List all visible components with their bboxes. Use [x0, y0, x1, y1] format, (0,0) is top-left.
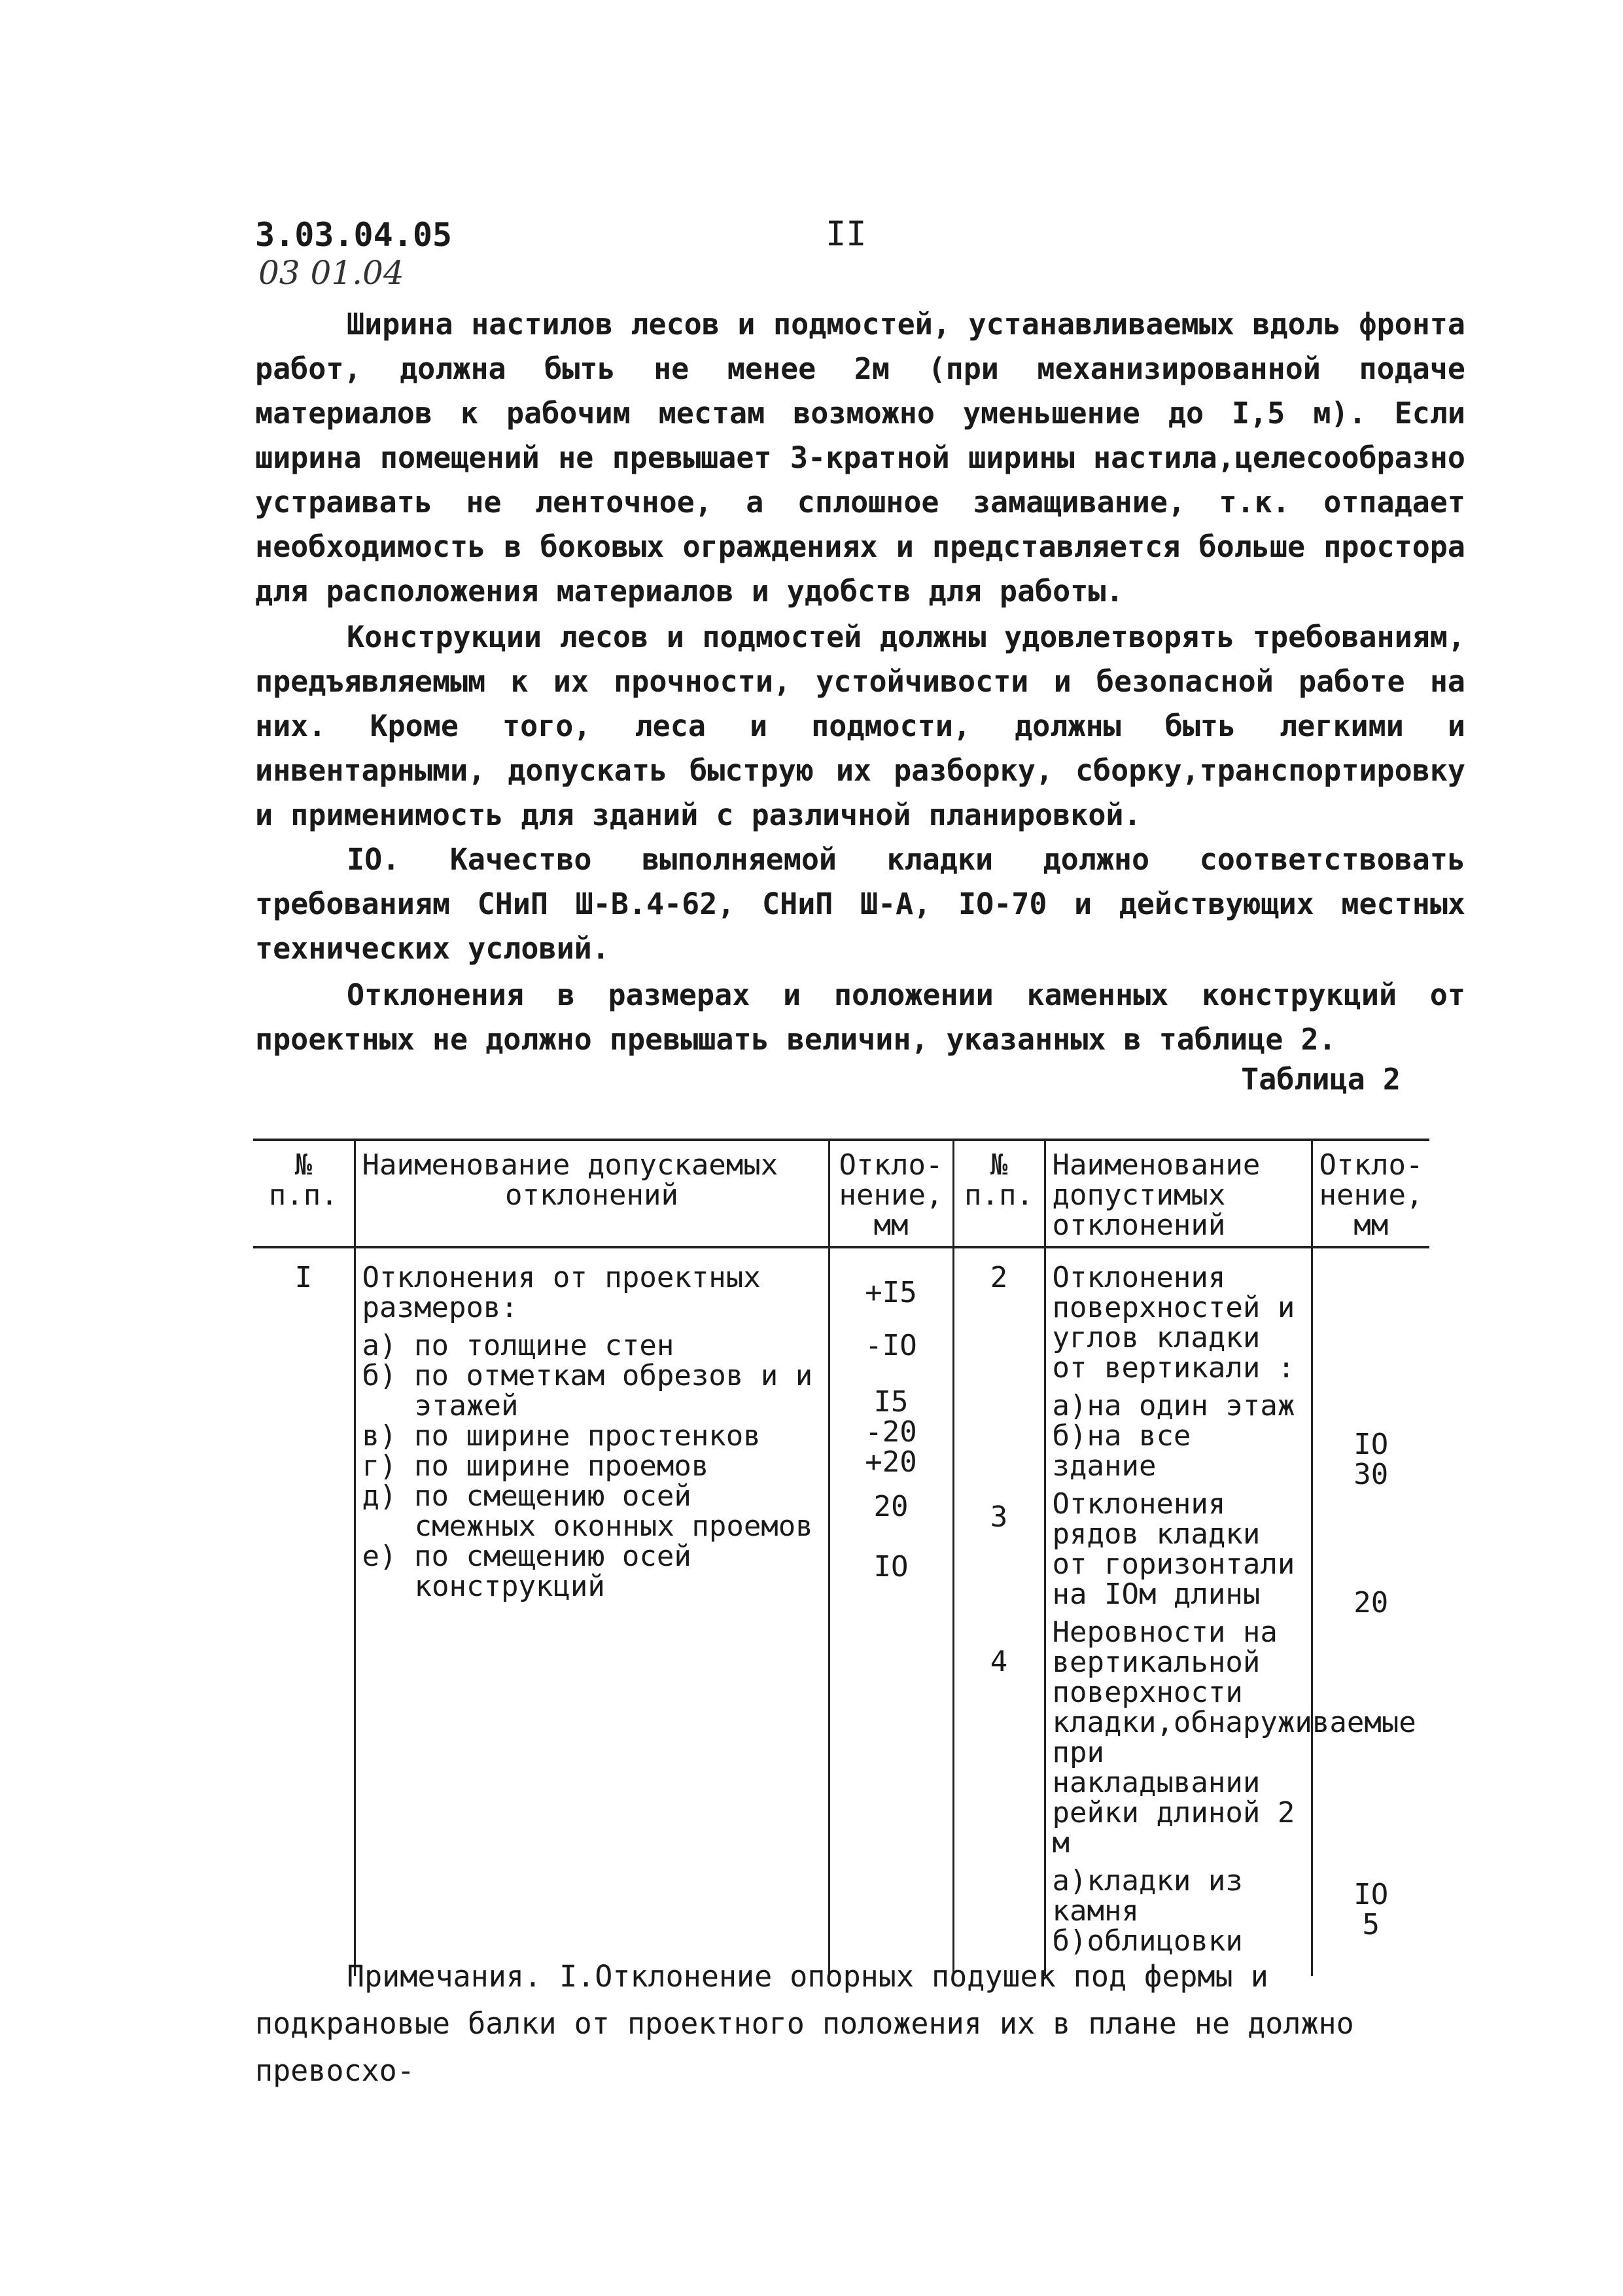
- document-code: 3.03.04.05: [255, 216, 453, 254]
- table-header-row: [253, 1140, 1429, 1247]
- header-dev-right: Откло- нение, мм: [1312, 1140, 1429, 1247]
- deviation-table: [253, 1139, 1429, 1976]
- row-name-left: Отклонения от проектных размеров: а) по толщине стен б) по отметкам обрезов и и этажей в) по ширине простенков г) по ширине проемов д) по смещению осей смежных оконных проемов е) по смещению осей конструкций: [355, 1247, 829, 1976]
- header-no-left: № п.п.: [253, 1140, 355, 1247]
- header-name-right: Наименование допустимых отклонений: [1045, 1140, 1312, 1247]
- paragraph-3: IО. Качество выполняемой кладки должно соответствовать требованиям СНиП Ш-В.4-62, СНиП Ш-А, IО-70 и действующих местных технических условий.: [255, 842, 1465, 966]
- paragraph-1: Ширина настилов лесов и подмостей, устанавливаемых вдоль фронта работ, должна быть не менее 2м (при механизированной подаче материалов к рабочим местам возможно уменьшение до I,5 м). Если ширина помещений не превышает 3-кратной ширины настила,целесообразно устраивать не ленточное, а сплошное замащивание, т.к. отпадает необходимость в боковых ограждениях и представляется больше простора для расположения материалов и удобств для работы.: [255, 307, 1465, 609]
- page-number: II: [826, 215, 867, 254]
- paragraph-4: Отклонения в размерах и положении каменных конструкций от проектных не должно превышать величин, указанных в таблице 2.: [255, 978, 1465, 1057]
- paragraph-2: Конструкции лесов и подмостей должны удовлетворять требованиям, предъявляемым к их прочности, устойчивости и безопасной работе на них. Кроме того, леса и подмости, должны быть легкими и инвентарными, допускать быструю их разборку, сборку,транспортировку и применимость для зданий с различной планировкой.: [255, 620, 1465, 832]
- header-no-right: № п.п.: [953, 1140, 1045, 1247]
- header-dev-left: Откло- нение, мм: [829, 1140, 953, 1247]
- notes: Примечания. I.Отклонение опорных подушек под фермы и подкрановые балки от проектного положения их в плане не должно превосхо-: [255, 1959, 1354, 2088]
- table-row: [253, 1247, 1429, 1976]
- handwritten-code: 03 01.04: [258, 254, 404, 292]
- table-caption: Таблица 2: [1241, 1062, 1401, 1097]
- row-name-right: Отклонения поверхностей и углов кладки от вертикали : а)на один этаж б)на все здание Отклонения рядов кладки от горизонтали на IОм длины Неровности на вертикальной поверхности кладки,обнаруживаемые при накладывании рейки длиной 2 м а)кладки из камня б)облицовки: [1045, 1247, 1312, 1976]
- header-name-left: Наименование допускаемых отклонений: [355, 1140, 829, 1247]
- row-dev-right: IО 30 20 IО 5: [1312, 1247, 1429, 1976]
- row-dev-left: +I5 -IО I5 -20 +20 20 IО: [829, 1247, 953, 1976]
- row-no-left: I: [294, 1261, 312, 1294]
- row-no-right: 2 3 4: [953, 1247, 1045, 1976]
